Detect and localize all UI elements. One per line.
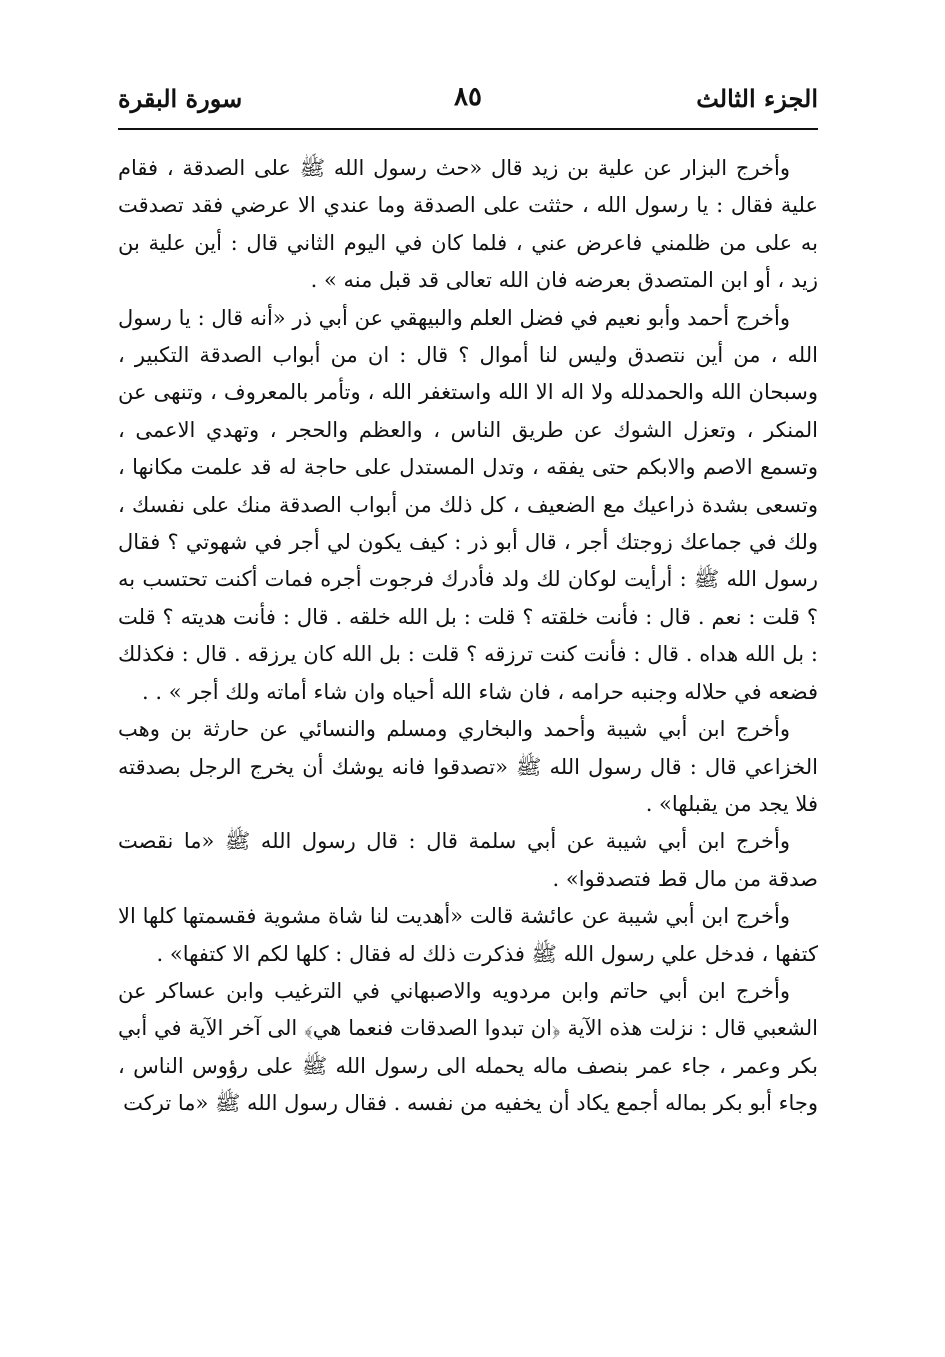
paragraph: وأخرج ابن أبي حاتم وابن مردويه والاصبهاني في الترغيب وابن عساكر عن الشعبي قال : نزلت هذه الآية ﴿ان تبدوا الصدقات فنعما هي﴾ الى آخر الآية في أبي بكر وعمر ، جاء عمر بنصف ماله يحمله الى رسول الله ﷺ على رؤوس الناس ، وجاء أبو بكر بماله أجمع يكاد أن يخفيه من نفسه . فقال رسول الله ﷺ «ما تركت (118, 978, 818, 1116)
paragraph: وأخرج ابن أبي شيبة وأحمد والبخاري ومسلم والنسائي عن حارثة بن وهب الخزاعي قال : قال رسول الله ﷺ «تصدقوا فانه يوشك أن يخرج الرجل بصدقته فلا يجد من يقبلها» . (118, 717, 818, 816)
paragraph: وأخرج أحمد وأبو نعيم في فضل العلم والبيهقي عن أبي ذر «أنه قال : يا رسول الله ، من أين نتصدق وليس لنا أموال ؟ قال : ان من أبواب الصدقة التكبير ، وسبحان الله والحمدلله ولا اله الا الله واستغفر الله ، وتأمر بالمعروف ، وتنهى عن المنكر ، وتعزل الشوك عن طريق الناس ، والعظم والحجر ، وتهدي الاعمى ، وتسمع الاصم والابكم حتى يفقه ، وتدل المستدل على حاجة له قد علمت مكانها ، وتسعى بشدة ذراعيك مع الضعيف ، كل ذلك من أبواب الصدقة منك على نفسك ، ولك في جماعك زوجتك أجر ، قال أبو ذر : كيف يكون لي أجر في شهوتي ؟ فقال رسول الله ﷺ : أرأيت لوكان لك ولد فأدرك فرجوت أجره فمات أكنت تحتسب به ؟ قلت : نعم . قال : فأنت خلقته ؟ قلت : بل الله خلقه . قال : فأنت هديته ؟ قلت : بل الله هداه . قال : فأنت كنت ترزقه ؟ قلت : بل الله كان يرزقه . قال : فكذلك فضعه في حلاله وجنبه حرامه ، فان شاء الله أحياه وان شاء أماته ولك أجر » . . (118, 305, 818, 704)
page-number: ٨٥ (454, 82, 482, 112)
paragraph: وأخرج البزار عن علية بن زيد قال «حث رسول الله ﷺ على الصدقة ، فقام علية فقال : يا رسول الله ، حثثت على الصدقة وما عندي الا عرضي فقد تصدقت به على من ظلمني فاعرض عني ، فلما كان في اليوم الثاني قال : أين علية بن زيد ، أو ابن المتصدق بعرضه فان الله تعالى قد قبل منه » . (118, 156, 818, 293)
page-body (118, 150, 818, 1290)
header-divider (118, 128, 818, 130)
paragraph: وأخرج ابن أبي شيبة عن أبي سلمة قال : قال رسول الله ﷺ «ما نقصت صدقة من مال قط فتصدقوا» . (118, 829, 818, 891)
paragraph: وأخرج ابن أبي شيبة عن عائشة قالت «أهديت لنا شاة مشوية فقسمتها كلها الا كتفها ، فدخل علي رسول الله ﷺ فذكرت ذلك له فقال : كلها لكم الا كتفها» . (118, 904, 818, 966)
page-header (118, 78, 818, 122)
part-title: الجزء الثالث (696, 84, 818, 113)
surah-title: سورة البقرة (118, 84, 243, 113)
